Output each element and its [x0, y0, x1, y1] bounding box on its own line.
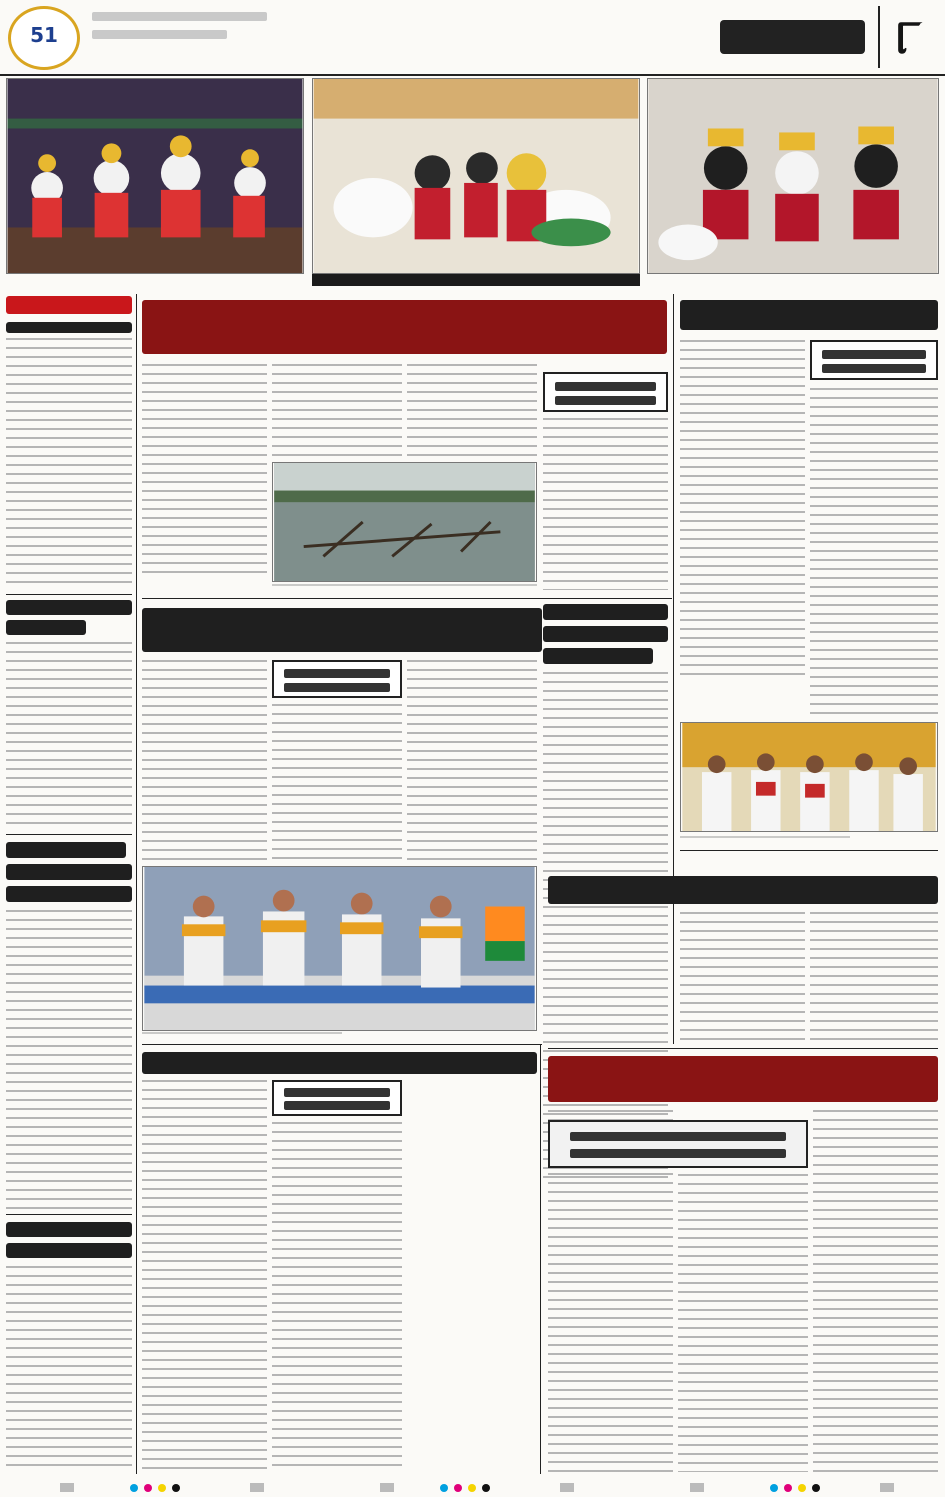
- district-education-headline: [142, 1052, 537, 1074]
- murder-allegation-headline-line2: [543, 626, 668, 642]
- liquor-brief-body: [6, 642, 132, 830]
- rainfall-brief-headline-line2: [6, 1243, 132, 1258]
- photo-caption: [312, 274, 640, 286]
- murder-allegation-body: [543, 672, 668, 1182]
- magenta-dot: [784, 1484, 792, 1492]
- education-body-col1: [142, 1080, 267, 1472]
- deity-photo-center-image: [313, 79, 639, 273]
- ayurveda-brief-headline-line3: [6, 886, 132, 902]
- dateline-text: [92, 12, 267, 21]
- ayurveda-brief-body: [6, 910, 132, 1210]
- womens-safety-body-col3: [407, 660, 537, 860]
- congress-rally-image: [143, 867, 536, 1030]
- murder-allegation-headline-line3: [543, 648, 653, 664]
- registration-mark: [560, 1483, 574, 1492]
- flooded-bridge-caption: [272, 584, 537, 592]
- registration-mark: [690, 1483, 704, 1492]
- black-dot: [482, 1484, 490, 1492]
- poet-subhead-box: [810, 340, 938, 380]
- flooded-bridge-photo: [272, 462, 537, 582]
- womens-safety-body-col2: [272, 704, 402, 860]
- page-number: ୮: [878, 6, 938, 68]
- citizen-body-col1: [680, 912, 805, 1042]
- deity-photo-right-image: [648, 79, 938, 273]
- book-launch-caption: [680, 836, 850, 844]
- poet-festival-body-col1: [680, 340, 805, 680]
- section-title-block: [720, 6, 938, 68]
- black-dot: [812, 1484, 820, 1492]
- flooded-bridge-image: [273, 463, 536, 581]
- registration-mark: [250, 1483, 264, 1492]
- deity-photo-right: [647, 78, 939, 274]
- book-launch-photo: [680, 722, 938, 832]
- rainfall-brief-headline: [6, 1222, 132, 1237]
- deity-photo-left: [6, 78, 304, 274]
- newspaper-logo-badge: [8, 6, 80, 70]
- divider: [142, 598, 672, 599]
- transfer-body-col2: [678, 1174, 808, 1472]
- lead-body-col2: [272, 364, 402, 456]
- book-launch-image: [681, 723, 937, 831]
- cyan-dot: [130, 1484, 138, 1492]
- womens-safety-headline: [142, 608, 542, 652]
- bridge-substory-body: [543, 418, 668, 590]
- divider: [6, 834, 132, 835]
- poet-festival-headline: [680, 300, 938, 330]
- masthead: [0, 0, 945, 76]
- cyan-dot: [440, 1484, 448, 1492]
- poet-festival-body-col2: [810, 388, 938, 718]
- transfer-body-col3: [813, 1110, 938, 1472]
- dateline-text: [92, 30, 227, 39]
- ayurveda-brief-headline: [6, 842, 126, 858]
- rainfall-brief-body: [6, 1266, 132, 1472]
- edition-number: 51: [30, 23, 58, 47]
- lead-body-col1: [142, 364, 267, 580]
- divider: [548, 1048, 938, 1049]
- transfer-headline: [548, 1056, 938, 1102]
- divider: [142, 1044, 542, 1045]
- divider: [6, 1214, 132, 1215]
- registration-mark: [380, 1483, 394, 1492]
- rally-caption: [142, 1032, 342, 1040]
- divider: [680, 850, 938, 851]
- citizen-body-col2: [810, 912, 938, 1042]
- liquor-brief-headline: [6, 600, 132, 615]
- womens-safety-body-col1: [142, 660, 267, 860]
- yellow-dot: [158, 1484, 166, 1492]
- registration-mark: [60, 1483, 74, 1492]
- transfer-subhead-box: [548, 1120, 808, 1168]
- education-body-col2: [272, 1122, 402, 1472]
- yellow-dot: [798, 1484, 806, 1492]
- liquor-brief-headline-line2: [6, 620, 86, 635]
- murder-allegation-headline: [543, 604, 668, 620]
- section-title: [720, 20, 865, 54]
- brief-body-text: [6, 338, 132, 590]
- column-rule: [136, 294, 137, 1474]
- column-rule: [540, 1044, 541, 1474]
- column-rule: [673, 294, 674, 1044]
- brief-headline: [6, 322, 132, 333]
- bridge-subhead-box: [543, 372, 668, 412]
- deity-photo-center: [312, 78, 640, 274]
- briefs-label: [6, 296, 132, 314]
- registration-mark: [880, 1483, 894, 1492]
- lead-headline: [142, 300, 667, 354]
- congress-rally-photo: [142, 866, 537, 1031]
- magenta-dot: [454, 1484, 462, 1492]
- congress-subhead-box: [272, 660, 402, 698]
- magenta-dot: [144, 1484, 152, 1492]
- black-dot: [172, 1484, 180, 1492]
- citizen-committee-headline: [548, 876, 938, 904]
- ayurveda-brief-headline-line2: [6, 864, 132, 880]
- divider: [6, 594, 132, 595]
- print-registration-strip: [0, 1478, 945, 1497]
- education-subhead-box: [272, 1080, 402, 1116]
- cyan-dot: [770, 1484, 778, 1492]
- deity-photo-left-image: [7, 79, 303, 273]
- yellow-dot: [468, 1484, 476, 1492]
- lead-body-col3: [407, 364, 537, 456]
